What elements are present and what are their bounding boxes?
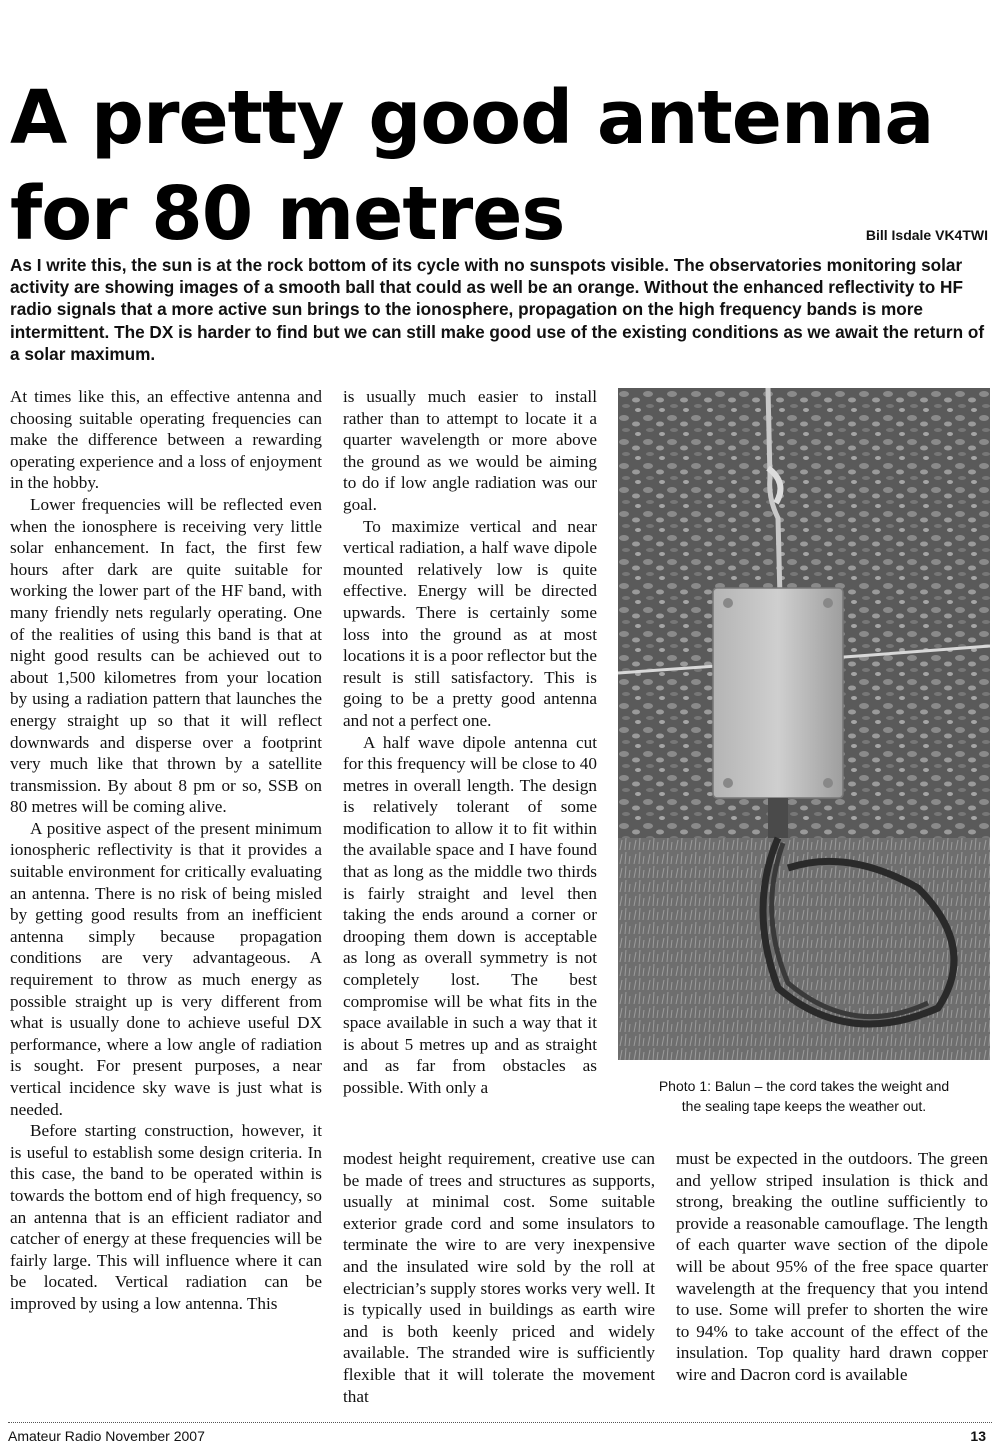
footer-publication: Amateur Radio November 2007 [8, 1428, 205, 1444]
body-paragraph: A positive aspect of the present minimum ionospheric reflectivity is that it provides a suitable environment for critically evaluating an antenna. There is no risk of being misled by getting good results from an inefficient antenna simply because propagation conditions are very advantageous. A requirement to throw as much energy as possible straight up is very different from what is usually done to achieve useful DX performance, where a low angle of radiation is sought. For present purposes, a near vertical incidence sky wave is just what is needed. [10, 818, 322, 1119]
caption-line-2: the sealing tape keeps the weather out. [681, 1098, 927, 1114]
text-column-3 [676, 1148, 988, 1386]
body-paragraph: To maximize vertical and near vertical radiation, a half wave dipole mounted relatively low is quite effective. Energy will be directed upwards. There is certainly some loss into the ground as at most locations it is a poor reflector but the result is still satisfactory. This is going to be a pretty good antenna and not a perfect one. [343, 516, 597, 730]
balun-photo-illustration [618, 388, 990, 1060]
intro-paragraph: As I write this, the sun is at the rock bottom of its cycle with no sunspots visible. The observatories monitoring solar activity are showing images of a smooth ball that could as well be an orange. Without the enhanced reflectivity to HF radio signals that a more active sun brings to the ionosphere, propagation on the high frequency bands is more intermittent. The DX is harder to find but we can still make good use of the existing conditions as we await the return of a solar maximum. [10, 255, 985, 364]
balun-photo [618, 388, 990, 1060]
author-byline: Bill Isdale VK4TWI [865, 227, 988, 243]
photo-caption [618, 1076, 990, 1116]
text-column-2-lower [343, 1148, 655, 1407]
caption-line-1: Photo 1: Balun – the cord takes the weight and [658, 1078, 950, 1094]
body-paragraph: must be expected in the outdoors. The green and yellow striped insulation is thick and strong, breaking the outline sufficiently to provide a reasonable camouflage. The length of each quarter wave section of the dipole will be about 95% of the free space quarter wavelength at the frequency that you intend to use. Some will prefer to shorten the wire to 94% to take account of the effect of the insulation. Top quality hard drawn copper wire and Dacron cord is available [676, 1149, 988, 1384]
body-paragraph: Before starting construction, however, it is useful to establish some design criteria. In this case, the band to be operated within is towards the bottom end of high frequency, so an antenna that is an efficient radiator and catcher of energy at these frequencies will be fairly large. This will influence where it can be located. Vertical radiation can be improved by using a low antenna. This [10, 1121, 322, 1313]
body-paragraph: modest height requirement, creative use can be made of trees and structures as supports, usually at minimal cost. Some suitable exterior grade cord and some insulators to terminate the wire to are very inexpensive and the insulated wire sold by the roll at electrician’s supply stores works very well. It is typically used in buildings as earth wire and is both keenly priced and widely available. The stranded wire is sufficiently flexible that it will tolerate the movement that [343, 1149, 655, 1406]
article-title [10, 70, 970, 262]
footer-divider [8, 1422, 992, 1423]
body-paragraph: At times like this, an effective antenna and choosing suitable operating frequencies can make the difference between a rewarding operating experience and a loss of enjoyment in the hobby. [10, 387, 322, 493]
body-paragraph: Lower frequencies will be reflected even when the ionosphere is receiving very little solar enhancement. In fact, the first few hours after dark are quite suitable for working the lower part of the HF band, with many friendly nets regularly operating. One of the realities of using this band is that at night good results can be achieved out to about 1,500 kilometres from your location by using a radiation pattern that launches the energy straight up so that it will reflect downwards and disperse over a footprint very much like that thrown by a satellite transmission. By about 8 pm or so, SSB on 80 metres will be coming alive. [10, 494, 322, 817]
body-paragraph: is usually much easier to install rather than to attempt to locate it a quarter wavelength or more above the ground as we would be aiming to do if low angle radiation was our goal. [343, 387, 597, 514]
body-paragraph: A half wave dipole antenna cut for this frequency will be close to 40 metres in overall length. The design is relatively tolerant of some modification to allow it to fit within the available space and I have found that as long as the middle two thirds is fairly straight and level then taking the ends around a corner or drooping them down is acceptable as long as overall symmetry is not completely lost. The best compromise will be what fits in the space available in such a way that it is about 5 metres up and as straight and as far from obstacles as possible. With only a [343, 732, 597, 1097]
text-column-2-upper [343, 386, 597, 1099]
title-line-1: A pretty good antenna [10, 75, 934, 161]
text-column-1 [10, 386, 322, 1315]
title-line-2: for 80 metres [10, 171, 565, 257]
page-number: 13 [970, 1428, 986, 1444]
